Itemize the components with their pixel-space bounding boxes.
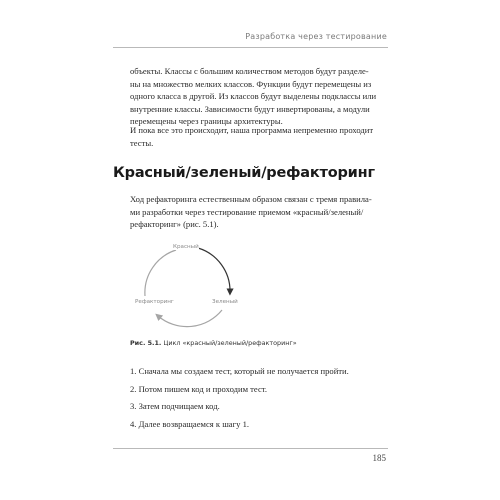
paragraph-line: перемещены через границы архитектуры. [130, 116, 283, 127]
steps-list [130, 366, 390, 436]
paragraph-line: тесты. [130, 137, 154, 148]
label-refactor: Рефакторинг [135, 299, 174, 305]
paragraph-line: И пока все это происходит, наша программа непременно проходит [130, 125, 374, 135]
paragraph-3 [130, 193, 392, 231]
paragraph-line: Ход рефакторинга естественным образом связан с тремя правила- [130, 194, 372, 204]
section-heading: Красный/зеленый/рефакторинг [113, 165, 375, 181]
label-red: Красный [173, 244, 199, 250]
paragraph-line: объекты. Классы с большим количеством методов будут разделе- [130, 66, 369, 76]
header-rule [113, 47, 388, 48]
paragraph-1 [130, 65, 392, 128]
figure-caption [130, 339, 297, 347]
label-green: Зеленый [212, 299, 238, 305]
cycle-diagram [130, 240, 260, 340]
arc-red-to-green [198, 248, 230, 292]
paragraph-line: ми разработки через тестирование приемом «красный/зеленый/ [130, 206, 364, 217]
page-number: 185 [372, 453, 386, 463]
arc-green-to-refactor [158, 310, 222, 327]
paragraph-2 [130, 124, 392, 149]
paragraph-line: одного класса в другой. Из классов будут выделены подклассы или [130, 91, 377, 102]
list-item: 4. Далее возвращаемся к шагу 1. [130, 418, 250, 429]
paragraph-line: рефакторинг» (рис. 5.1). [130, 219, 219, 230]
list-item: 3. Затем подчищаем код. [130, 401, 220, 411]
list-item: 1. Сначала мы создаем тест, который не получается пройти. [130, 366, 349, 376]
paragraph-line: внутренние классы. Зависимости будут инвертированы, а модули [130, 103, 370, 114]
list-item: 2. Потом пишем код и проходим тест. [130, 383, 268, 394]
figure-caption-text: Цикл «красный/зеленый/рефакторинг» [163, 339, 297, 347]
footer-rule [113, 448, 388, 449]
paragraph-line: ны на множество мелких классов. Функции будут перемещены из [130, 78, 372, 89]
figure-number: Рис. 5.1. [130, 339, 162, 347]
cycle-diagram-graphic [130, 240, 260, 340]
arc-refactor-to-red [145, 250, 176, 296]
running-header: Разработка через тестирование [245, 32, 387, 41]
